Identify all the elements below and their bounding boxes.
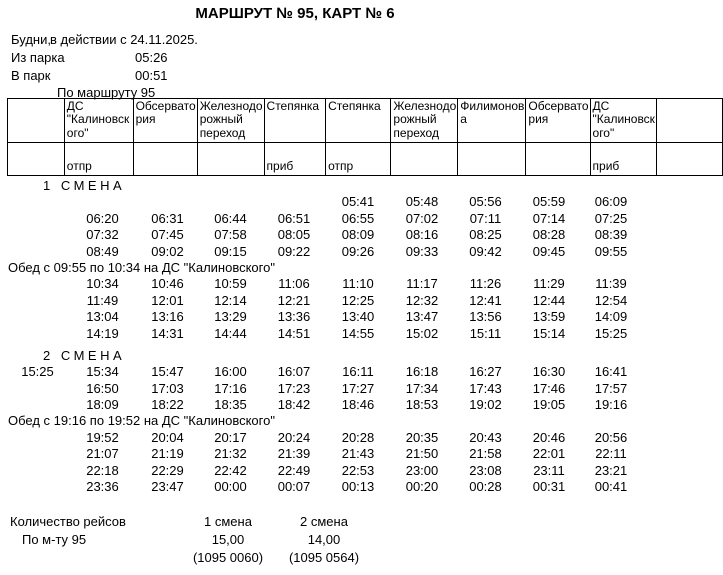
time-cell: [642, 194, 713, 210]
time-cell: 06:44: [214, 210, 247, 226]
time-cell: 09:26: [341, 243, 375, 259]
time-cell: 10:59: [214, 276, 247, 292]
timetable-row: [7, 479, 713, 495]
shift1-card-code: (1095 0060): [192, 550, 264, 565]
to-park-time: 00:51: [135, 68, 168, 83]
stop-column-header: [64, 99, 133, 143]
time-cell: [7, 446, 68, 462]
time-cell: 06:20: [86, 210, 119, 226]
time-cell: 11:49: [86, 292, 119, 308]
time-cell: 21:43: [341, 446, 375, 462]
time-cell: 05:48: [405, 194, 439, 210]
time-cell: 12:41: [469, 292, 502, 308]
shift1-header: 1 смена: [204, 514, 252, 529]
timetable-row: [7, 227, 713, 243]
time-cell: 10:46: [151, 276, 184, 292]
time-cell: [7, 479, 68, 495]
effective-date-label: в действии с 24.11.2025.: [50, 32, 198, 47]
time-cell: [7, 463, 68, 479]
stop-column-header: [264, 99, 326, 143]
stop-name-line: Железнодо: [199, 99, 263, 113]
time-cell: 00:41: [594, 479, 628, 495]
time-cell: 17:43: [469, 380, 502, 396]
stops-header-table: [7, 98, 723, 176]
time-cell: 21:19: [151, 446, 184, 462]
time-cell: [263, 194, 325, 210]
time-cell: 17:34: [405, 380, 439, 396]
direction-marker: [458, 143, 526, 176]
time-cell: 22:11: [595, 446, 627, 462]
time-cell: 11:26: [469, 276, 502, 292]
time-cell: 13:36: [277, 309, 311, 325]
stop-column-header: [391, 99, 458, 143]
time-cell: 18:35: [214, 397, 247, 413]
time-cell: [7, 276, 68, 292]
time-cell: 22:49: [277, 462, 311, 478]
time-cell: 17:27: [341, 380, 375, 396]
time-cell: [7, 326, 68, 342]
direction-marker: отпр: [64, 143, 133, 176]
time-cell: 05:41: [341, 194, 375, 210]
time-cell: 12:44: [532, 292, 566, 308]
time-cell: 00:00: [214, 479, 247, 495]
direction-marker: [8, 143, 65, 176]
time-cell: 15:25: [594, 325, 628, 341]
time-cell: 15:47: [151, 364, 184, 380]
time-cell: 16:50: [86, 380, 119, 396]
time-cell: 21:50: [405, 446, 439, 462]
route-caption: По маршруту 95: [57, 85, 156, 100]
time-cell: 14:55: [341, 325, 375, 341]
time-cell: 13:04: [86, 309, 119, 325]
stop-name-line: Железнодо: [393, 99, 457, 113]
stop-name-line: Степянка: [328, 99, 381, 113]
time-cell: 06:09: [594, 194, 628, 210]
time-cell: 08:28: [532, 227, 566, 243]
time-cell: 14:51: [277, 325, 311, 341]
time-cell: 23:47: [151, 479, 184, 495]
shift-section-label: 2 СМЕНА: [43, 347, 126, 363]
direction-marker: [391, 143, 458, 176]
time-cell: 22:01: [532, 446, 566, 462]
time-cell: [68, 194, 137, 210]
time-cell: 12:21: [277, 292, 311, 308]
time-cell: [642, 309, 713, 325]
stop-name-line: переход: [393, 125, 439, 140]
time-cell: 08:16: [405, 227, 439, 243]
to-park-label: В парк: [11, 68, 51, 83]
time-cell: 13:56: [469, 309, 502, 325]
time-cell: [642, 430, 713, 446]
stop-column-header: [8, 99, 65, 143]
time-cell: [642, 211, 713, 227]
time-cell: 20:17: [214, 429, 247, 445]
time-cell: 23:00: [405, 462, 439, 478]
time-cell: 13:29: [214, 309, 247, 325]
time-cell: 08:25: [469, 227, 502, 243]
stop-column-header: [326, 99, 391, 143]
time-cell: [642, 244, 713, 260]
time-cell: [7, 430, 68, 446]
time-cell: 14:44: [214, 325, 247, 341]
time-cell: 14:31: [151, 325, 184, 341]
direction-marker: [133, 143, 197, 176]
stop-column-header: [656, 99, 722, 143]
time-cell: 19:16: [594, 397, 628, 413]
lunch-break-note: Обед с 09:55 по 10:34 на ДС "Калиновского": [8, 259, 275, 275]
time-cell: 13:16: [151, 309, 184, 325]
time-cell: 05:56: [469, 194, 502, 210]
time-cell: [642, 463, 713, 479]
stop-name-line: рия: [528, 112, 549, 127]
shift-section-label: 1 СМЕНА: [43, 178, 126, 193]
time-cell: 17:57: [594, 380, 628, 396]
time-cell: 07:25: [594, 210, 628, 226]
time-cell: [7, 293, 68, 309]
time-cell: 18:53: [405, 397, 439, 413]
time-cell: 13:59: [532, 309, 566, 325]
stop-name-line: Обсервато: [528, 99, 589, 113]
timetable-row: [7, 309, 713, 325]
time-cell: 12:32: [405, 292, 439, 308]
shift2-header: 2 смена: [300, 514, 348, 529]
stop-name-line: рия: [135, 112, 156, 127]
time-cell: 08:05: [277, 227, 311, 243]
time-cell: 15:11: [469, 325, 502, 341]
time-cell: 09:15: [214, 243, 247, 259]
direction-marker: приб: [264, 143, 326, 176]
time-cell: [7, 397, 68, 413]
time-cell: [642, 364, 713, 380]
stop-name-line: а: [460, 112, 467, 127]
time-cell: [642, 381, 713, 397]
time-cell: 18:22: [151, 397, 184, 413]
time-cell: 16:18: [405, 364, 439, 380]
time-cell: 18:42: [277, 397, 311, 413]
stop-name-line: ДС: [66, 99, 84, 113]
time-cell: 05:59: [532, 194, 566, 210]
time-cell: 15:02: [405, 325, 439, 341]
time-cell: 23:21: [594, 462, 628, 478]
time-cell: 14:19: [86, 325, 119, 341]
time-cell: 11:10: [342, 276, 374, 292]
time-cell: 18:46: [341, 397, 375, 413]
timetable-row: [7, 326, 713, 342]
time-cell: 14:09: [594, 309, 628, 325]
time-cell: 11:17: [406, 276, 438, 292]
timetable-row: [7, 293, 713, 309]
time-cell: 22:18: [86, 462, 119, 478]
stop-name-line: ДС: [592, 99, 610, 113]
timetable-row: [7, 194, 713, 210]
route-title: МАРШРУТ № 95, КАРТ № 6: [195, 5, 395, 22]
stop-name-line: переход: [199, 125, 246, 140]
time-cell: 20:24: [277, 429, 311, 445]
time-cell: 15:14: [532, 325, 566, 341]
time-cell: [642, 479, 713, 495]
stop-name-line: Степянка: [266, 99, 320, 113]
lunch-break-note: Обед с 19:16 по 19:52 на ДС "Калиновского": [8, 413, 275, 429]
stop-column-header: [590, 99, 656, 143]
time-cell: 17:23: [277, 380, 311, 396]
time-cell: [137, 194, 198, 210]
time-cell: [7, 194, 68, 210]
timetable-row: [7, 211, 713, 227]
stop-name-line: ого": [66, 125, 89, 140]
time-cell: 19:52: [86, 429, 119, 445]
time-cell: 09:22: [277, 243, 311, 259]
timetable-row: [7, 244, 713, 260]
time-cell: 22:42: [214, 462, 247, 478]
time-cell: 20:04: [151, 429, 184, 445]
time-cell: 16:27: [469, 364, 502, 380]
time-cell: 00:20: [405, 479, 439, 495]
day-type-label: Будни,: [11, 32, 51, 47]
time-cell: 09:45: [532, 243, 566, 259]
time-cell: 21:58: [469, 446, 502, 462]
time-cell: 23:08: [469, 462, 502, 478]
time-cell: 19:05: [532, 397, 566, 413]
time-cell: 17:16: [214, 380, 247, 396]
trips-summary-values-row: [0, 532, 723, 548]
time-cell: 07:02: [405, 210, 439, 226]
stop-name-line: Обсервато: [135, 99, 196, 113]
time-cell: [642, 326, 713, 342]
time-cell: [198, 194, 263, 210]
time-cell: 15:25: [21, 364, 54, 380]
timetable-row: [7, 364, 713, 380]
time-cell: 06:31: [151, 210, 184, 226]
stop-column-header: [526, 99, 590, 143]
time-cell: 00:13: [341, 479, 375, 495]
stop-name-line: "Калиновск: [66, 112, 130, 127]
timetable-row: [7, 276, 713, 292]
time-cell: 20:46: [532, 429, 566, 445]
time-cell: 08:09: [341, 227, 375, 243]
time-cell: 16:30: [532, 364, 566, 380]
time-cell: 00:28: [469, 479, 502, 495]
time-cell: [7, 211, 68, 227]
stop-column-header: [133, 99, 197, 143]
time-cell: 20:56: [594, 429, 628, 445]
timetable-row: [7, 381, 713, 397]
timetable-row: [7, 430, 713, 446]
time-cell: 07:11: [469, 210, 502, 226]
direction-marker: [197, 143, 264, 176]
time-cell: 12:54: [594, 292, 628, 308]
time-cell: [7, 381, 68, 397]
shift1-trips: 15,00: [211, 532, 245, 547]
time-cell: [7, 227, 68, 243]
stop-name-line: Филимонов: [460, 99, 525, 113]
time-cell: 09:42: [469, 243, 502, 259]
route-row-label: По м-ту 95: [22, 532, 87, 547]
time-cell: [7, 244, 68, 260]
time-cell: 10:34: [86, 276, 119, 292]
direction-marker: [526, 143, 590, 176]
shift2-trips: 14,00: [307, 532, 341, 547]
direction-marker: отпр: [326, 143, 391, 176]
from-park-label: Из парка: [11, 50, 65, 65]
time-cell: 20:35: [405, 429, 439, 445]
stop-name-line: рожный: [199, 112, 243, 127]
trips-summary-title: Количество рейсов: [10, 514, 126, 529]
time-cell: 20:43: [469, 429, 502, 445]
time-cell: 19:02: [469, 397, 502, 413]
time-cell: 09:33: [405, 243, 439, 259]
shift2-card-code: (1095 0564): [288, 550, 360, 565]
time-cell: 11:29: [533, 276, 565, 292]
stop-name-line: рожный: [393, 112, 437, 127]
time-cell: 23:36: [86, 479, 119, 495]
timetable-row: [7, 446, 713, 462]
trips-summary-header-row: [0, 514, 723, 530]
time-cell: 23:11: [533, 462, 565, 478]
time-cell: 09:02: [151, 243, 184, 259]
time-cell: 12:01: [151, 292, 184, 308]
direction-marker: приб: [590, 143, 656, 176]
time-cell: 12:14: [214, 292, 247, 308]
time-cell: [642, 227, 713, 243]
time-cell: 12:25: [341, 292, 375, 308]
time-cell: 06:51: [277, 210, 311, 226]
stop-name-line: "Калиновск: [592, 112, 655, 127]
time-cell: 11:06: [278, 276, 310, 292]
time-cell: 18:09: [86, 397, 119, 413]
direction-marker: [656, 143, 722, 176]
time-cell: [642, 293, 713, 309]
timetable-body: [7, 178, 713, 495]
time-cell: 08:49: [86, 243, 119, 259]
time-cell: 16:07: [277, 364, 311, 380]
from-park-time: 05:26: [135, 50, 168, 65]
time-cell: 06:55: [341, 210, 375, 226]
time-cell: 13:47: [405, 309, 439, 325]
time-cell: 09:55: [594, 243, 628, 259]
time-cell: 22:29: [151, 462, 184, 478]
time-cell: 11:39: [595, 276, 627, 292]
time-cell: 07:14: [532, 210, 566, 226]
timetable-row: [7, 397, 713, 413]
time-cell: 08:39: [594, 227, 628, 243]
stop-column-header: [458, 99, 526, 143]
stop-column-header: [197, 99, 264, 143]
time-cell: [7, 309, 68, 325]
time-cell: 15:34: [86, 364, 119, 380]
time-cell: 21:07: [86, 446, 119, 462]
time-cell: [642, 276, 713, 292]
time-cell: 17:03: [151, 380, 184, 396]
time-cell: [642, 397, 713, 413]
stop-name-line: ого": [592, 125, 615, 140]
timetable-row: [7, 463, 713, 479]
trips-summary-codes-row: [0, 550, 723, 566]
time-cell: 00:07: [277, 479, 311, 495]
time-cell: 13:40: [341, 309, 375, 325]
time-cell: 16:00: [214, 364, 247, 380]
time-cell: 22:53: [341, 462, 375, 478]
time-cell: 07:58: [214, 227, 247, 243]
time-cell: 07:45: [151, 227, 184, 243]
time-cell: [642, 446, 713, 462]
time-cell: 07:32: [86, 227, 119, 243]
time-cell: 00:31: [532, 479, 566, 495]
time-cell: 16:41: [594, 364, 628, 380]
time-cell: 16:11: [342, 364, 374, 380]
time-cell: 17:46: [532, 380, 566, 396]
time-cell: 21:39: [277, 446, 311, 462]
time-cell: 20:28: [341, 429, 375, 445]
time-cell: 21:32: [214, 446, 247, 462]
